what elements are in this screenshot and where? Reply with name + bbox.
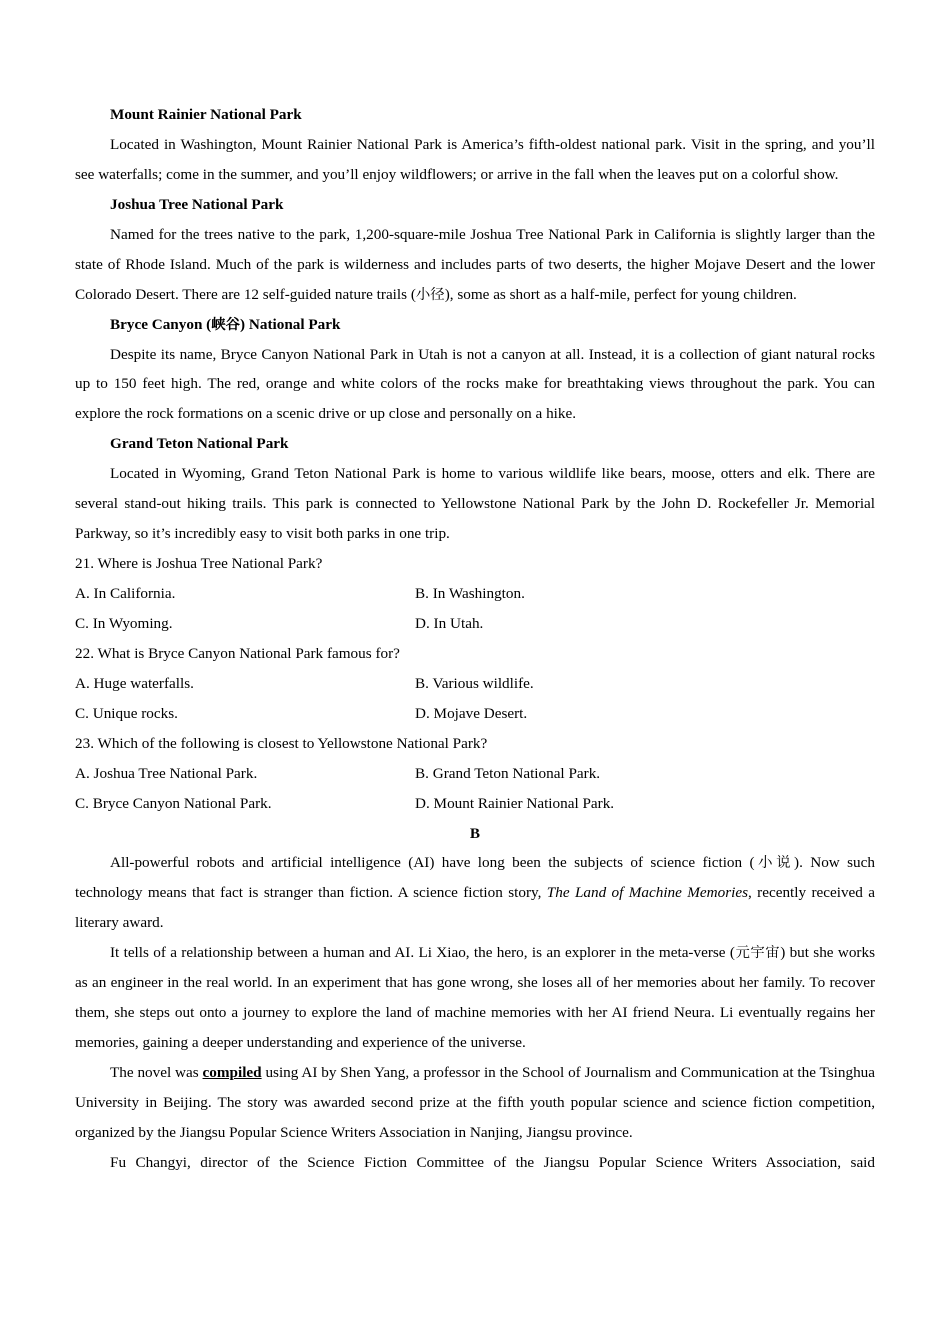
part-b-paragraph-3 (75, 1058, 875, 1148)
pb-p3-keyword: compiled (202, 1064, 262, 1081)
joshua-text-part2: ), some as short as a half-mile, perfect for young children. (444, 285, 797, 303)
bryce-heading-part2: ) National Park (240, 315, 341, 333)
pb-p1-part3: , recently received a literary award. (75, 884, 875, 932)
question-23-option-b[interactable]: B. Grand Teton National Park. (415, 764, 601, 782)
pb-p1-gloss: 小说 (754, 855, 795, 872)
pb-p3-part2: using AI by Shen Yang, a professor in the School of Journalism and Communication at the Tsinghua University in Beijing. The story was awarded second prize at the fifth youth popular science and science fiction competition, organized by the Jiangsu Popular Science Writers Association in Nanjing, Jiangsu province. (75, 1064, 875, 1141)
question-22-option-b[interactable]: B. Various wildlife. (415, 674, 534, 692)
pb-p1-part2: ). Now such technology means that fact is stranger than fiction. A science fiction story, (75, 854, 875, 902)
section-heading-bryce-canyon (75, 310, 875, 340)
pb-p1-part1: All-powerful robots and artificial intelligence (AI) have long been the subjects of science fiction ( (110, 854, 755, 872)
part-b-paragraph-4: Fu Changyi, director of the Science Fiction Committee of the Jiangsu Popular Science Writers Association, said (110, 1153, 875, 1171)
question-22-option-d[interactable]: D. Mojave Desert. (415, 704, 528, 722)
question-23-option-d[interactable]: D. Mount Rainier National Park. (415, 794, 615, 812)
joshua-gloss: 小径 (415, 286, 445, 303)
section-heading-mount-rainier: Mount Rainier National Park (110, 106, 302, 123)
section-paragraph-joshua-tree (75, 220, 875, 310)
question-22-options-row-1 (75, 669, 875, 699)
pb-p3-part1: The novel was (110, 1064, 203, 1081)
section-paragraph-grand-teton: Located in Wyoming, Grand Teton National Park is home to various wildlife like bears, moose, otters and elk. There are several stand-out hiking trails. This park is connected to Yellowstone National Park by the John D. Rockefeller Jr. Memorial Parkway, so it’s incredibly easy to visit both parks in one trip. (75, 465, 875, 543)
part-b-paragraph-1 (75, 848, 875, 938)
section-paragraph-mount-rainier: Located in Washington, Mount Rainier National Park is America’s fifth-oldest national park. Visit in the spring, and you’ll see waterfalls; come in the summer, and you’ll enjoy wildflowers; or arrive in the fall when the leaves put on a colorful show. (75, 135, 875, 183)
joshua-text-part1: Named for the trees native to the park, 1,200-square-mile Joshua Tree National Park in California is slightly larger than the state of Rhode Island. Much of the park is wilderness and includes parts of two deserts, the higher Mojave Desert and the lower Colorado Desert. There are 12 self-guided nature trails ( (75, 225, 875, 303)
part-b-label: B (469, 824, 481, 842)
part-b-paragraph-2 (75, 938, 875, 1058)
section-heading-grand-teton: Grand Teton National Park (110, 435, 289, 453)
question-22-option-c[interactable]: C. Unique rocks. (75, 704, 178, 722)
question-21-option-b[interactable]: B. In Washington. (415, 585, 525, 602)
bryce-heading-part1: Bryce Canyon ( (110, 315, 212, 333)
question-21-option-a[interactable]: A. In California. (75, 585, 176, 602)
question-23-option-a[interactable]: A. Joshua Tree National Park. (75, 764, 258, 782)
question-21-options-row-1 (75, 579, 875, 609)
question-21-option-d[interactable]: D. In Utah. (415, 614, 484, 632)
question-23-option-c[interactable]: C. Bryce Canyon National Park. (75, 794, 272, 812)
question-23-options-row-2 (75, 789, 875, 819)
section-heading-joshua-tree: Joshua Tree National Park (110, 195, 284, 213)
question-22-option-a[interactable]: A. Huge waterfalls. (75, 674, 194, 692)
question-21-option-c[interactable]: C. In Wyoming. (75, 614, 173, 632)
question-21-stem: 21. Where is Joshua Tree National Park? (75, 555, 323, 573)
question-22-options-row-2 (75, 699, 875, 729)
question-23-stem: 23. Which of the following is closest to Yellowstone National Park? (75, 734, 488, 752)
pb-p2-gloss: 元宇宙 (734, 945, 781, 962)
question-23-options-row-1 (75, 759, 875, 789)
pb-p2-part1: It tells of a relationship between a human and AI. Li Xiao, the hero, is an explorer in the meta-verse ( (110, 944, 735, 962)
document-body (75, 100, 875, 1178)
question-22-stem: 22. What is Bryce Canyon National Park famous for? (75, 644, 400, 662)
bryce-heading-gloss: 峡谷 (211, 316, 241, 333)
section-paragraph-bryce-canyon: Despite its name, Bryce Canyon National Park in Utah is not a canyon at all. Instead, it is a collection of giant natural rocks up to 150 feet high. The red, orange and white colors of the rocks make for breathtaking views throughout the park. You can explore the rock formations on a scenic drive or up close and personally on a hike. (75, 345, 875, 423)
question-21-options-row-2 (75, 609, 875, 639)
pb-p1-book-title: The Land of Machine Memories (546, 884, 748, 902)
pb-p2-part2: ) but she works as an engineer in the real world. In an experiment that has gone wrong, she loses all of her memories about her family. To recover them, she steps out onto a journey to explore the land of machine memories with her AI friend Neura. Li eventually regains her memories, gaining a deeper understanding and experience of the universe. (75, 944, 875, 1052)
